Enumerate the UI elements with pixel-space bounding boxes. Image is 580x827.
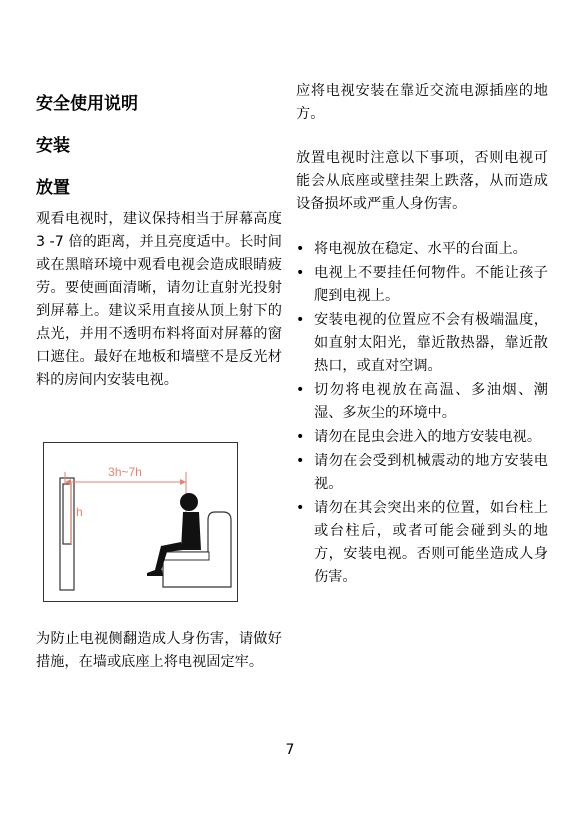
list-item: • 将电视放在稳定、水平的台面上。 — [296, 238, 548, 261]
section-heading-install: 安装 — [36, 136, 70, 156]
section-heading-placement: 放置 — [36, 178, 70, 198]
bullet-icon: • — [296, 453, 305, 469]
bullet-icon: • — [296, 265, 305, 281]
bullet-icon: • — [296, 429, 305, 445]
height-label: h — [76, 505, 83, 519]
viewing-paragraph: 观看电视时，建议保持相当于屏幕高度 3 -7 倍的距离，并且亮度适中。长时间或在黑暗环境中观看电视会造成眼睛疲劳。要使画面清晰，请勿让直射光投射到屏幕上。建议采用直接从顶上射下的点光，并用不透明布料将面对屏幕的窗口遮住。最好在地板和墙壁不是反光材料的房间内安装电视。 — [36, 211, 282, 388]
distance-label: 3h~7h — [108, 465, 142, 479]
list-item: • 请勿在昆虫会进入的地方安装电视。 — [296, 426, 548, 449]
tv-screen-icon — [63, 484, 71, 544]
bullet-icon: • — [296, 500, 305, 516]
page-number: 7 — [285, 742, 295, 758]
list-item: • 请勿在会受到机械震动的地方安装电视。 — [296, 450, 548, 496]
bullet-icon: • — [296, 382, 305, 398]
person-head-icon — [180, 493, 198, 511]
anti-tip-paragraph: 为防止电视侧翻造成人身伤害，请做好措施，在墙或底座上将电视固定牢。 — [36, 631, 282, 670]
placement-warning-paragraph: 放置电视时注意以下事项，否则电视可能会从底座或壁挂架上跌落，从而造成设备损坏或严重人身伤害。 — [296, 150, 548, 212]
viewing-distance-illustration — [43, 442, 238, 602]
bullet-icon: • — [296, 241, 305, 257]
placement-bullet-list — [296, 238, 548, 590]
list-item: • 电视上不要挂任何物件。不能让孩子爬到电视上。 — [296, 262, 548, 308]
person-torso-icon — [181, 512, 201, 550]
list-item: • 安装电视的位置应不会有极端温度，如直射太阳光，靠近散热器，靠近散热口，或直对空调。 — [296, 309, 548, 378]
list-item: • 切勿将电视放在高温、多油烟、潮湿、多灰尘的环境中。 — [296, 379, 548, 425]
page-title: 安全使用说明 — [36, 94, 138, 114]
outlet-paragraph: 应将电视安装在靠近交流电源插座的地方。 — [296, 83, 548, 122]
armchair-seat — [161, 552, 209, 560]
list-item: • 请勿在其会突出来的位置，如台柱上或台柱后，或者可能会碰到头的地方，安装电视。否则可能坐造成人身伤害。 — [296, 497, 548, 589]
bullet-icon: • — [296, 312, 305, 328]
